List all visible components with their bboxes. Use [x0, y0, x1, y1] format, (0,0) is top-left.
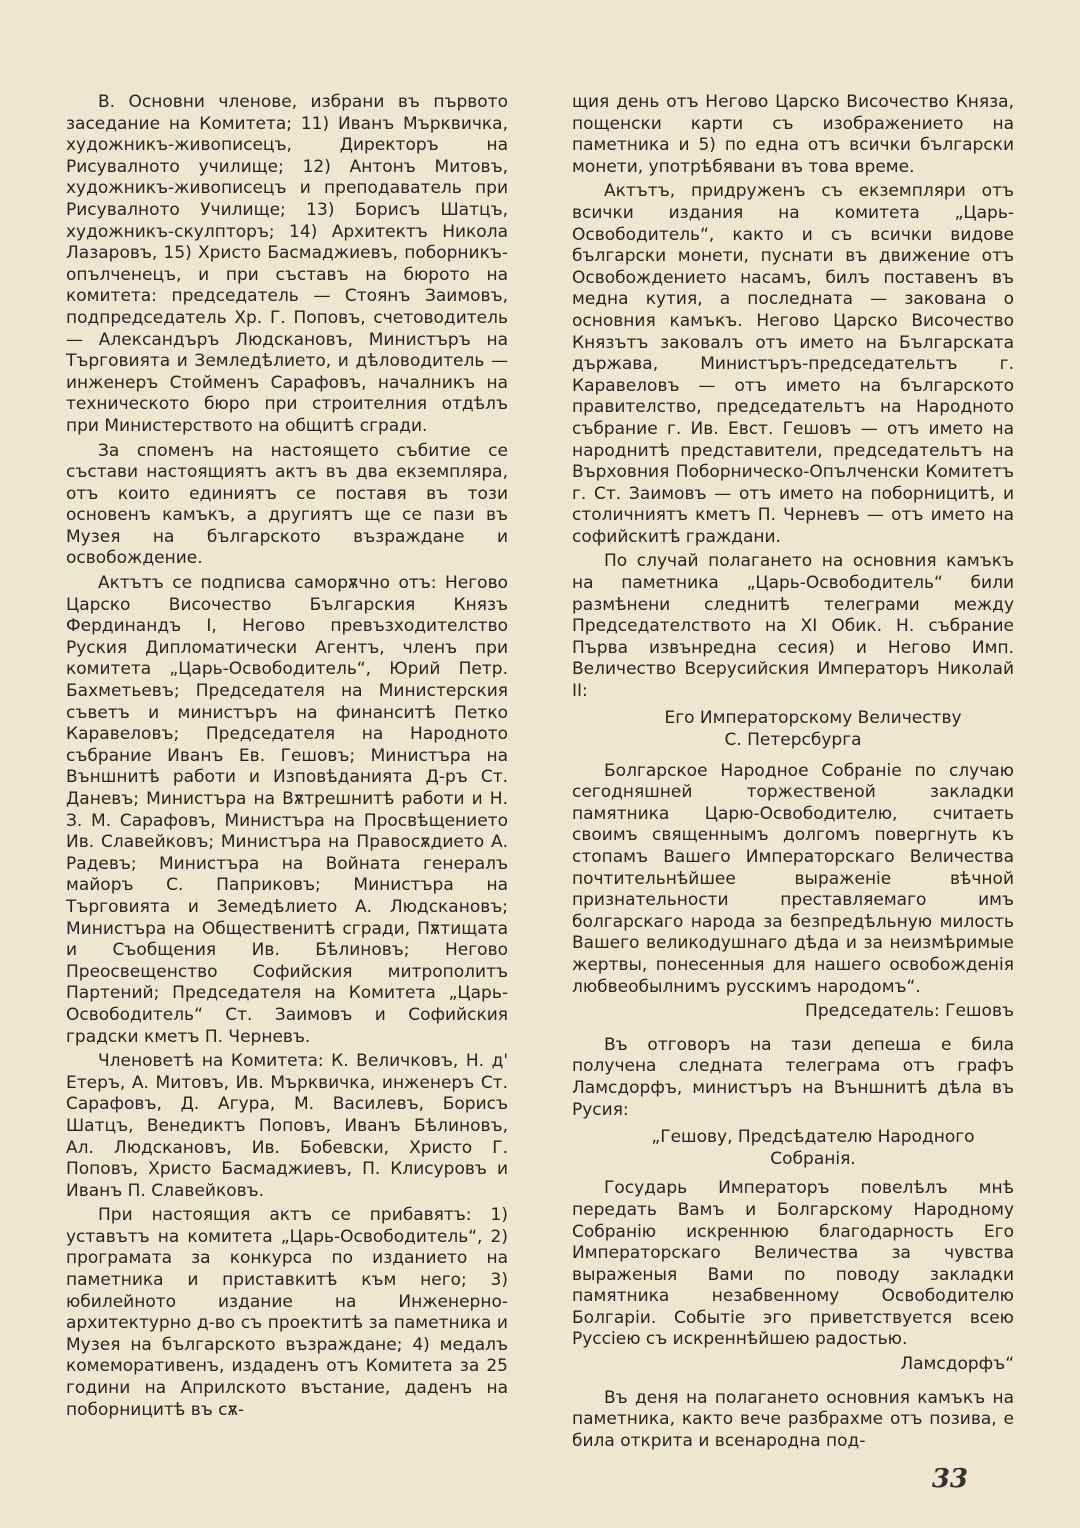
signature-geshov: Председатель: Гешовъ	[805, 1001, 1014, 1022]
paragraph-copper-box: Актътъ, придруженъ съ екземпляри отъ всички издания на комитета „Царь-Освободитель“, както и съ всички видове български монети, пуснати въ движение отъ Освобождението насамъ, билъ поставенъ въ медна кутия, а последната — закована о основния камъкъ. Негово Царско Височество Князътъ заковалъ отъ името на Българската държава, Министъръ-председательтъ г. Каравеловъ — отъ името на българското правителство, председательтъ на Народното събрание г. Ив. Евст. Гешовъ — отъ името на народнитѣ представители, председательтъ на Върховния Поборническо-Опълченски Комитетъ г. Ст. Заимовъ — отъ името на поборницитѣ, и столичниятъ кметъ П. Черневъ — отъ името на софийскитѣ граждани.	[572, 181, 1014, 547]
page-number: 33	[931, 1464, 968, 1494]
telegram-to-emperor: Болгарское Народное Собраніе по случаю сегодняшней торжественой закладки памятника Царю-Освободителю, считаеть своимъ священнымъ долгомъ повергнуть къ стопамъ Вашего Императорскаго Величества почтительнѣйшее выраженіе вѣчной признательности преставляемаго имъ болгарскаго народа за безпредѣльную милость Вашего великодушнаго дѣда и за неизмѣримые жертвы, понесенныя для нашего освобожденія любвеобылнимъ русскимъ народомъ“.	[572, 760, 1014, 997]
text-columns	[66, 92, 1014, 1452]
telegram-reply: Государь Императоръ повелѣлъ мнѣ передать Вамъ и Болгарскому Народному Собранію искреннюю благодарность Его Императорскаго Величества за чувства выраженыя Вами по поводу закладки памятника незабвенному Освободителю Болгаріи. Событіе эго приветствуется всею Руссіею съ искреннѣйшею радостью.	[572, 1178, 1014, 1350]
addressee-line-1: Его Императорскому Величеству	[664, 707, 962, 728]
paragraph-committee-members: Членоветѣ на Комитета: К. Величковъ, Н. д' Етеръ, А. Митовъ, Ив. Мърквичка, инженеръ Ст. Сарафовъ, Д. Агура, М. Василевъ, Борисъ Шатцъ, Венедиктъ Поповъ, Иванъ Бѣлиновъ, Ал. Людскановъ, Ив. Бобевски, Христо Г. Поповъ, Христо Басмаджиевъ, П. Клисуровъ и Иванъ П. Славейковъ.	[66, 1051, 508, 1201]
signature-lamsdorf: Ламсдорфъ“	[900, 1354, 1014, 1375]
telegram-reply-addressee: „Гешову, Предсѣдателю Народного Собранія.	[651, 1127, 975, 1169]
paragraph-signatories: Актътъ се подписва саморѫчно отъ: Негово Царско Височество Българския Князъ Фердинандъ I, Негово превъзходителство Руския Дипломатически Агентъ, членъ при комитета „Царь-Освободитель“, Юрий Петр. Бахметьевъ; Председателя на Министерския съветъ и министъръ на финанситѣ Петко Каравеловъ; Председателя на Народното събрание Иванъ Ев. Гешовъ; Министъра на Външнитѣ работи и Изповѣданията Д-ръ Ст. Даневъ; Министъра на Вѫтрешнитѣ работи и Н. З. М. Сарафовъ, Министъра на Просвѣщението Ив. Славейковъ; Министъра на Правосѫдието А. Радевъ; Министъра на Войната генералъ майоръ С. Паприковъ; Министъра на Търговията и Земедѣлието А. Людскановъ; Министъра на Общественитѣ сгради, Пѫтищата и Съобщения Ив. Бѣлиновъ; Негово Преосвещенство Софийския митрополитъ Партений; Председателя на Комитета „Царь-Освободитель“ Ст. Заимовъ и Софийския градски кметъ П. Черневъ.	[66, 573, 508, 1047]
addressee-line-2: С. Петерсбурга	[724, 729, 862, 750]
paragraph-attachments: При настоящия актъ се прибавятъ: 1) уставътъ на комитета „Царь-Освободитель“, 2) програмата за конкурса по изданието на паметника и приставкитѣ към него; 3) юбилейното издание на Инженерно-архитектурно д-во съ проектитѣ за паметника и Музея на българското възраждане; 4) медалъ комеморативенъ, издаденъ отъ Комитета за 25 години на Априлското въстание, даденъ на поборницитѣ въ сѫ-	[66, 1205, 508, 1420]
paragraph-continuation: щия день отъ Негово Царско Височество Княза, пощенски карти съ изображението на паметника и 5) по една отъ всички български монети, употрѣбявани въ това време.	[572, 92, 1014, 177]
right-column	[572, 92, 1014, 1452]
paragraph-act-copies: За споменъ на настоящето събитие се състави настоящиятъ актъ въ два екземпляра, отъ които единиятъ се поставя въ този основенъ камъкъ, а другиятъ ще се пази въ Музея на българското възраждане и освобождение.	[66, 440, 508, 569]
telegram-addressee	[572, 707, 1014, 751]
left-column	[66, 92, 508, 1452]
paragraph-telegrams-intro: По случай полагането на основния камъкъ на паметника „Царь-Освободитель“ били размѣнени следнитѣ телеграми между Председателството на XI Обик. Н. събрание Първа извънредна сесия) и Негово Имп. Величество Всерусийския Императоръ Николай II:	[572, 551, 1014, 702]
paragraph-subscription: Въ деня на полагането основния камъкъ на паметника, както вече разбрахме отъ позива, е била открита и всенародна под-	[572, 1387, 1014, 1451]
paragraph-members-b: В. Основни членове, избрани въ първото заседание на Комитета; 11) Иванъ Мърквичка, художникъ-живописецъ, Директоръ на Рисувалното училище; 12) Антонъ Митовъ, художникъ-живописецъ и преподаватель при Рисувалното Училище; 13) Борисъ Шатцъ, художникъ-скулпторъ; 14) Архитектъ Никола Лазаровъ, 15) Христо Басмаджиевъ, поборникъ-опълченецъ, и при съставъ на бюрото на комитета: председатель — Стоянъ Заимовъ, подпредседатель Хр. Г. Поповъ, счетоводитель — Александъръ Людскановъ, Министъръ на Търговията и Земледѣлието, и дѣловодитель — инженеръ Стойменъ Сарафовъ, началникъ на техническото бюро при строителния отдѣлъ при Министерството на общитѣ сгради.	[66, 92, 508, 436]
paragraph-reply-intro: Въ отговоръ на тази депеша е била получена следната телеграма отъ графъ Ламсдорфъ, министъръ на Външнитѣ дѣла въ Русия:	[572, 1034, 1014, 1120]
